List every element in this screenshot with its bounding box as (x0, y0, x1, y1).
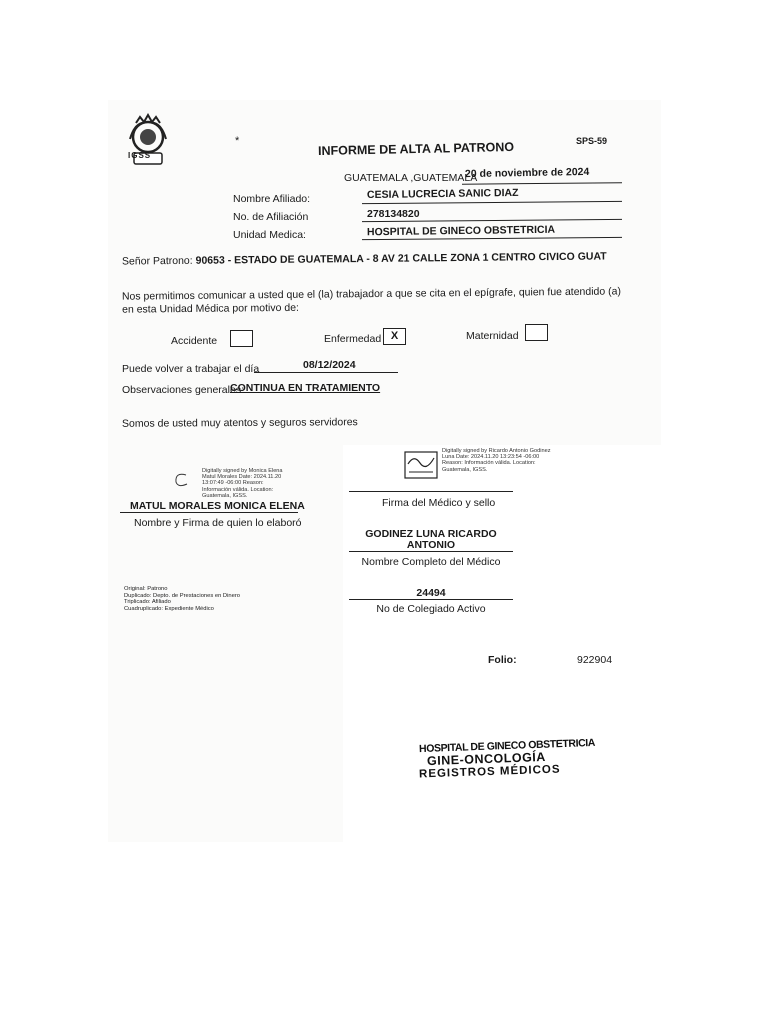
copies-list (124, 586, 240, 612)
collegiate-number: 24494 (416, 587, 446, 599)
collegiate-caption: No de Colegiado Activo (376, 603, 486, 615)
reason-accident-checkbox[interactable] (230, 330, 253, 347)
return-work-date: 08/12/2024 (303, 359, 356, 371)
stamp-line3: REGISTROS MÉDICOS (418, 763, 561, 781)
form-title: INFORME DE ALTA AL PATRONO (317, 139, 515, 159)
affiliation-number-label: No. de Afiliación (233, 211, 309, 223)
affiliation-number-value: 278134820 (367, 208, 420, 220)
date-value: 20 de noviembre de 2024 (464, 165, 590, 181)
document-page (108, 100, 661, 842)
elaborator-underline (120, 512, 298, 513)
doctor-signature-underline (349, 491, 513, 492)
elaborator-digital-signature: Digitally signed by Monica Elena Matul Morales Date: 2024.11.20 13:07:49 -06:00 Reason: Información válida. Location: Guatemala, IGSS. (202, 468, 283, 499)
date-underline (462, 182, 622, 184)
affiliate-name-label: Nombre Afiliado: (233, 193, 311, 205)
affiliate-name-value: CESIA LUCRECIA SANIC DIAZ (366, 186, 519, 202)
place-label: GUATEMALA ,GUATEMALA (344, 172, 478, 184)
affiliate-name-underline (362, 201, 622, 204)
copy-duplicate: Duplicado: Depto. de Prestaciones en Dinero (124, 592, 241, 599)
closing-text: Somos de usted muy atentos y seguros servidores (121, 416, 358, 430)
doctor-digital-signature: Digitally signed by Ricardo Antonio Godinez Luna Date: 2024.11.20 13:23:54 -06:00 Reason: Información válida. Location: Guatemala, IGSS. (442, 448, 551, 473)
observations-value: CONTINUA EN TRATAMIENTO (230, 382, 381, 394)
employer-row (122, 250, 607, 267)
employer-label: Señor Patrono: (121, 254, 193, 268)
doctor-seal-icon (404, 450, 438, 480)
doctor-name-underline (349, 551, 513, 552)
folio-label: Folio: (488, 654, 517, 666)
return-work-label: Puede volver a trabajar el día (122, 363, 260, 375)
mark-asterisk: * (235, 135, 240, 147)
reason-illness-checkbox[interactable]: X (383, 328, 406, 345)
stamp-line1: HOSPITAL DE GINECO OBSTETRICIA (418, 736, 596, 756)
copy-original: Original: Patrono (124, 586, 168, 592)
elaborator-name: MATUL MORALES MONICA ELENA (130, 500, 305, 512)
copy-triplicate: Triplicado: Afiliado (124, 599, 171, 606)
employer-value: 90653 - ESTADO DE GUATEMALA - 8 AV 21 CALLE ZONA 1 CENTRO CIVICO GUAT (195, 250, 607, 267)
signature-mark-icon (171, 470, 191, 490)
observations-label: Observaciones generales: (122, 384, 244, 396)
medical-unit-value: HOSPITAL DE GINECO OBSTETRICIA (366, 223, 556, 239)
body-text: Nos permitimos comunicar a usted que el (la) trabajador a que se cita en el epígrafe, quien fue atendido (a) en esta Unidad Médica por motivo de: (121, 285, 622, 316)
form-code: SPS-59 (576, 136, 608, 146)
doctor-signature-caption: Firma del Médico y sello (382, 497, 496, 509)
elaborator-caption: Nombre y Firma de quien lo elaboró (134, 517, 302, 529)
collegiate-underline (349, 599, 513, 600)
medical-unit-label: Unidad Medica: (233, 229, 306, 241)
reason-maternity-checkbox[interactable] (525, 324, 548, 341)
folio-value: 922904 (577, 654, 613, 666)
reason-maternity-label: Maternidad (466, 330, 519, 342)
doctor-name-caption: Nombre Completo del Médico (361, 556, 501, 568)
copy-quadruplicate: Cuadruplicado: Expediente Médico (124, 605, 214, 612)
doctor-name-line2: ANTONIO (406, 539, 456, 551)
doctor-name-line1: GODINEZ LUNA RICARDO (365, 528, 497, 540)
stamp-line2: GINE-ONCOLOGÍA (426, 749, 547, 769)
logo-text: IGSS (128, 151, 152, 160)
return-work-underline (254, 372, 398, 373)
reason-accident-label: Accidente (171, 335, 218, 347)
reason-illness-label: Enfermedad (324, 333, 382, 345)
